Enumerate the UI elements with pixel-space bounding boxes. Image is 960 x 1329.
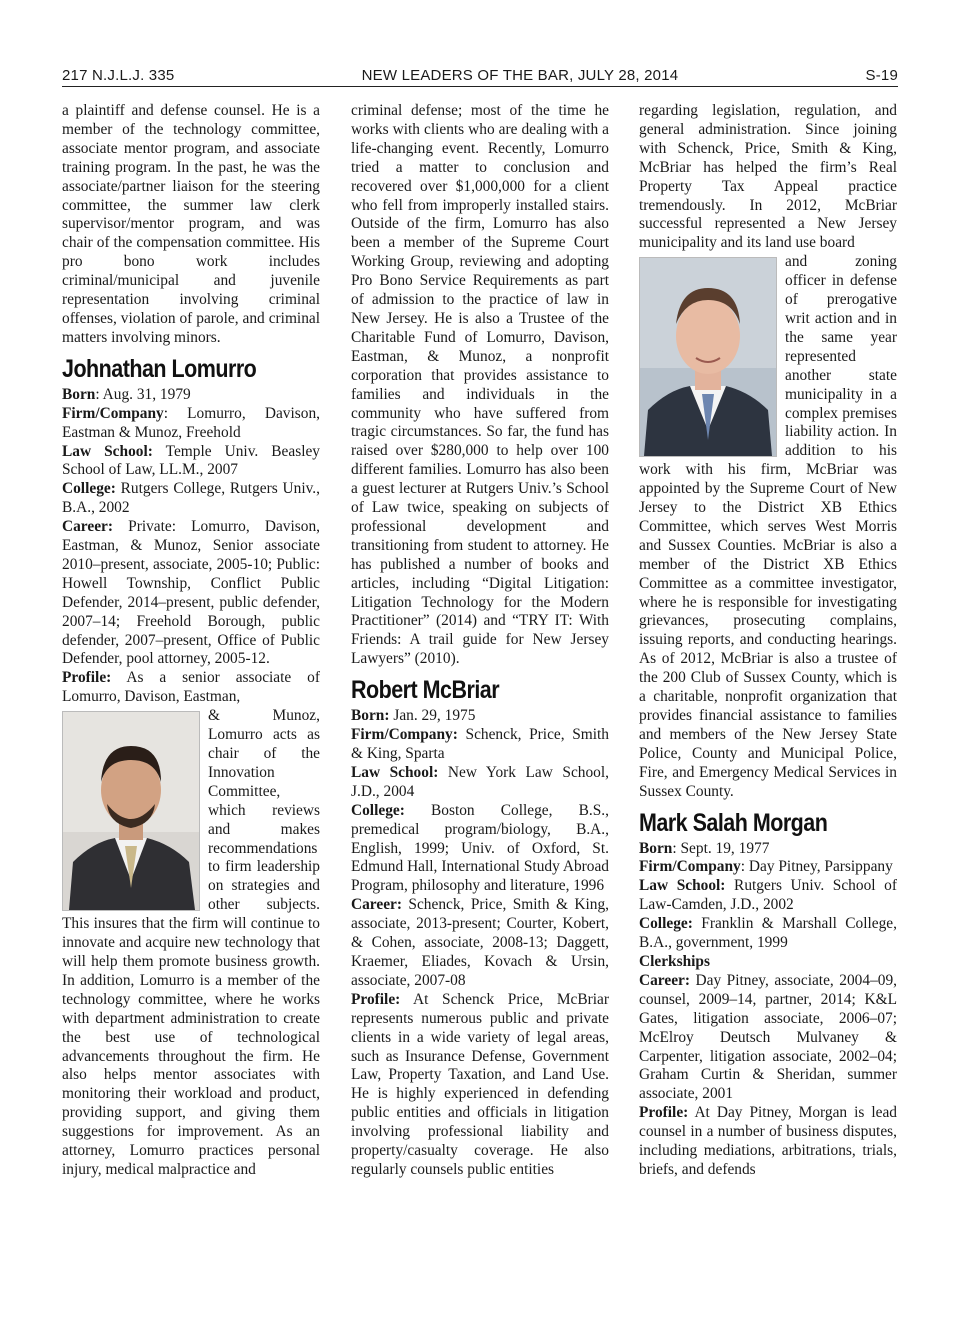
- clerkships-field: [639, 953, 897, 972]
- born-value: Jan. 29, 1975: [389, 707, 476, 725]
- college-field: [62, 480, 320, 518]
- born-field: [62, 386, 320, 405]
- school-value: Rutgers Univ. School of Law-Camden, J.D., 2002: [639, 877, 897, 914]
- profile-continued: & Munoz, Lomurro acts as chair of the Innovation Committee, which reviews and makes recommendations to firm leadership on strategies and other subjects. This insures that the firm will continue to innovate and acquire new technology that will help them promote business growth. In addition, Lomurro is a member of the technology committee, where he works with department administration to create the best use of technological advancements throughout the firm. He also helps mentor associates with monitoring their workload and product, providing support, and giving them suggestions for improvement. As an attorney, Lomurro practices personal injury, medical malpractice and: [62, 707, 320, 1178]
- born-value: Sept. 19, 1977: [676, 839, 770, 857]
- school-label: Law School:: [351, 763, 439, 781]
- born-value: Aug. 31, 1979: [99, 385, 191, 403]
- career-field: [639, 972, 897, 1104]
- school-field: [62, 443, 320, 481]
- profile-field: [639, 1104, 897, 1180]
- college-value: Rutgers College, Rutgers Univ., B.A., 2002: [62, 480, 320, 517]
- career-field: [351, 896, 609, 991]
- firm-separator: :: [163, 404, 169, 422]
- name-heading-lomurro: Johnathan Lomurro: [62, 354, 257, 383]
- school-value: Temple Univ. Beasley School of Law, LL.M., 2007: [62, 442, 321, 479]
- firm-field: [639, 858, 897, 877]
- portrait-mcbriar-image: [640, 258, 776, 456]
- career-label: Career:: [639, 971, 690, 989]
- profile-text: At Day Pitney, Morgan is lead counsel in a number of business disputes, including mediations, arbitrations, trials, briefs, and defends: [639, 1104, 897, 1178]
- college-label: College:: [62, 480, 116, 498]
- portrait-photo-lomurro: [62, 711, 200, 911]
- column-3: [639, 102, 897, 1180]
- firm-field: [351, 726, 609, 764]
- profile-label: Profile:: [62, 669, 112, 687]
- intro-paragraph: a plaintiff and defense counsel. He is a member of the technology committee, associate mentor program, and associate training program. In the past, he was the associate/partner liaison for the steering committee, the summer law clerk supervisor/mentor program, and was chair of the compensation committee. His pro bono work includes criminal/municipal and juvenile representation involving criminal offenses, violation of parole, and criminal matters involving minors.: [62, 102, 320, 346]
- born-label: Born:: [351, 707, 390, 725]
- portrait-lomurro-image: [63, 712, 199, 910]
- profile-text: As a senior associate of Lomurro, Davison, Eastman,: [62, 669, 320, 706]
- profile-continued-2: criminal defense; most of the time he works with clients who are dealing with a life-changing event. Recently, Lomurro tried a matter to conclusion and recovered over $1,000,000 for a client who fell from improperly installed stairs. Outside of the firm, Lomurro has also been a member of the Supreme Court Working Group, reviewing and adopting Pro Bono Service Requirements as part of admission to the practice of law in New Jersey. He is also a Trustee of the Charitable Fund of Lomurro, Davison, Eastman, & Munoz, a nonprofit corporation that provides assistance to families and individuals in the community who have suffered from tragic circumstances. So far, the fund has raised over $280,000 to help over 100 different families. Lomurro has also been a guest lecturer at Rutgers Univ.’s School of Law twice, speaking on subjects of professional development and transitioning from student to attorney. He has published a number of books and articles, including “Digital Litigation: Litigation Technology for the Modern Practitioner” (2014) and “TRY IT: With Friends: A trail guide for New Jersey Lawyers” (2010).: [351, 102, 609, 668]
- profile-text: At Schenck Price, McBriar represents numerous public and private clients in a wide variety of legal areas, such as Insurance Defense, Government Law, Property Taxation, and Land Use. He is highly experienced in defending public entities and officials in litigation involving professional liability and property/casualty coverage. He also regularly counsels public entities: [351, 990, 609, 1178]
- school-field: [639, 877, 897, 915]
- firm-separator: :: [740, 858, 746, 876]
- school-field: [351, 764, 609, 802]
- school-label: Law School:: [639, 877, 726, 895]
- career-value: Private: Lomurro, Davison, Eastman, & Munoz, Senior associate 2010–present, associate, 2005-10; Public: Howell Township, Conflict Public Defender, 2014–present, public defender, 2007–14; Freehold Borough, public defender, 2007–present, Office of Public Defender, pool attorney, 2005-12.: [62, 518, 320, 668]
- column-1: [62, 102, 320, 1180]
- publication-title: NEW LEADERS OF THE BAR, JULY 28, 2014: [361, 67, 679, 84]
- college-label: College:: [639, 915, 693, 933]
- name-heading-morgan: Mark Salah Morgan: [639, 808, 828, 837]
- firm-field: [62, 405, 320, 443]
- born-separator: :: [95, 385, 100, 403]
- born-label: Born: [639, 839, 673, 857]
- college-field: [351, 802, 609, 897]
- born-label: Born: [62, 385, 96, 403]
- college-value: Boston College, B.S., premedical program/biology, B.A., English, 1999; Univ. of Oxford, St. Edmund Hall, International Study Abroad Program, philosophy and literature, 1996: [351, 801, 609, 895]
- born-field: [639, 840, 897, 859]
- college-field: [639, 915, 897, 953]
- college-label: College:: [351, 801, 405, 819]
- born-separator: :: [672, 839, 677, 857]
- profile-continued-2: and zoning officer in defense of prerogative writ action and in the same year represented another state municipality in a complex premises liability action. In addition to his work with his firm, McBriar was appointed by the Supreme Court of New Jersey to the District XB Ethics Committee, which serves West Morris and Sussex Counties. McBriar is also a member of the District XB Ethics Committee as a committee investigator, where he is responsible for investigating grievances, prosecuting complains, issuing reports, and conducting hearings. As of 2012, McBriar is also a trustee of the 200 Club of Sussex County, which is a charitable, nonprofit organization that provides financial assistance to families and members of the New Jersey State Police, County and Municipal Police, Fire, and Emergency Medical Services in Sussex County.: [639, 253, 897, 800]
- column-2: [351, 102, 609, 1180]
- name-heading-mcbriar: Robert McBriar: [351, 676, 500, 705]
- page-number: S-19: [865, 67, 898, 84]
- profile-label: Profile:: [351, 990, 401, 1008]
- clerkships-label: Clerkships: [639, 952, 710, 970]
- firm-label: Firm/Company: [62, 404, 164, 422]
- career-value: Schenck, Price, Smith & King, associate, 2013-present; Courter, Kobert, & Cohen, associate, 2008-13; Daggett, Kraemer, Eliades, Kovach & Ursin, associate, 2007-08: [351, 896, 609, 989]
- profile-continued: regarding legislation, regulation, and general administration. Since joining with Schenck, Price, Smith & King, McBriar has helped the firm’s Real Property Tax Appeal practice tremendously. In 2012, McBriar successful represented a New Jersey municipality and its land use board: [639, 102, 897, 252]
- college-value: Franklin & Marshall College, B.A., government, 1999: [639, 915, 897, 952]
- firm-value: Schenck, Price, Smith & King, Sparta: [351, 726, 609, 762]
- firm-label: Firm/Company:: [351, 726, 458, 744]
- citation: 217 N.J.L.J. 335: [62, 67, 175, 84]
- firm-value: Day Pitney, Parsippany: [745, 858, 893, 876]
- school-label: Law School:: [62, 442, 153, 460]
- career-label: Career:: [62, 518, 113, 536]
- profile-field: [62, 669, 320, 707]
- career-field: [62, 518, 320, 669]
- page-header: [62, 62, 898, 87]
- portrait-photo-mcbriar: [639, 257, 777, 457]
- profile-field: [351, 991, 609, 1180]
- born-field: [351, 707, 609, 726]
- profile-label: Profile:: [639, 1104, 689, 1122]
- firm-value: Lomurro, Davison, Eastman & Munoz, Freehold: [62, 404, 320, 441]
- school-value: New York Law School, J.D., 2004: [351, 763, 609, 800]
- firm-label: Firm/Company: [639, 858, 741, 876]
- career-value: Day Pitney, associate, 2004–09, counsel, 2009–14, partner, 2014; K&L Gates, litigation associate, 2006–07; McElroy Deutsch Mulvaney & Carpenter, litigation associate, 2002–04; Graham Curtin & Sheridan, summer associate, 2001: [639, 971, 897, 1103]
- career-label: Career:: [351, 896, 402, 914]
